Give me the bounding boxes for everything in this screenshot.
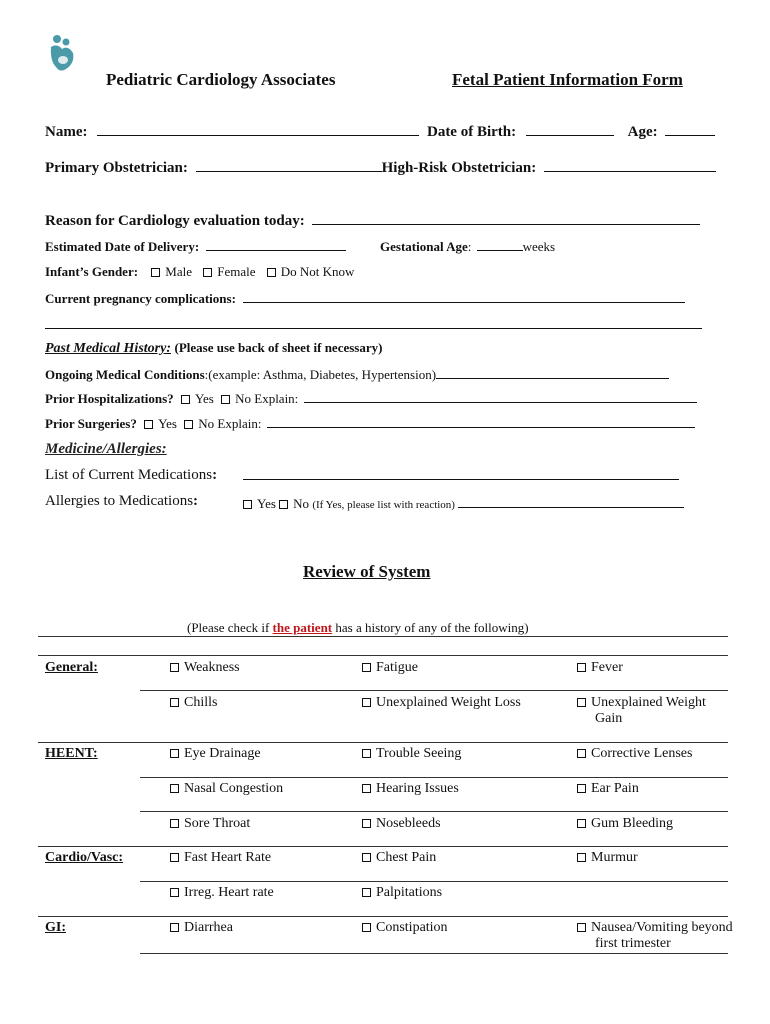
- ros-item-weight-loss[interactable]: [362, 695, 562, 711]
- ros-item-constipation[interactable]: [362, 920, 502, 936]
- allergy-reaction-field[interactable]: [458, 495, 684, 508]
- checkbox-icon: [144, 420, 153, 429]
- checkbox-icon: [362, 784, 371, 793]
- checkbox-icon: [170, 819, 179, 828]
- ros-item-label: Fatigue: [376, 660, 418, 675]
- hosp-explain-field[interactable]: [304, 390, 697, 403]
- checkbox-icon: [170, 663, 179, 672]
- ros-item-palpitations[interactable]: [362, 885, 502, 901]
- allergies-colon: :: [193, 493, 199, 509]
- ros-item-nausea-vomiting[interactable]: [577, 920, 735, 952]
- current-meds-colon: :: [212, 467, 218, 483]
- checkbox-icon: [577, 663, 586, 672]
- dob-field[interactable]: [526, 123, 614, 136]
- allergies-label: Allergies to Medications: [45, 493, 194, 509]
- complications-field[interactable]: [243, 290, 685, 303]
- ros-item-label: Nasal Congestion: [184, 781, 284, 796]
- hosp-label: Prior Hospitalizations?: [45, 391, 174, 406]
- checkbox-icon: [151, 268, 160, 277]
- ros-item-label: Corrective Lenses: [591, 746, 693, 761]
- ros-item-label: Fever: [591, 660, 623, 675]
- edd-field[interactable]: [206, 238, 346, 251]
- high-risk-ob-field[interactable]: [544, 159, 716, 172]
- checkbox-icon: [170, 784, 179, 793]
- hosp-no-label: No Explain:: [235, 391, 299, 406]
- reason-label: Reason for Cardiology evaluation today:: [45, 213, 305, 229]
- ros-item-label: Fast Heart Rate: [184, 850, 272, 865]
- edd-label: Estimated Date of Delivery:: [45, 239, 200, 254]
- ros-row-divider: [140, 811, 728, 812]
- ros-row-divider: [140, 777, 728, 778]
- checkbox-icon: [577, 749, 586, 758]
- ros-item-irregular-heart-rate[interactable]: [170, 885, 310, 901]
- checkbox-icon: [362, 663, 371, 672]
- ros-divider: [38, 636, 728, 637]
- checkbox-icon: [362, 698, 371, 707]
- ros-divider: [38, 655, 728, 656]
- ros-item-chills[interactable]: [170, 695, 310, 711]
- ros-group-label: GI:: [45, 920, 66, 935]
- checkbox-icon: [577, 853, 586, 862]
- checkbox-icon: [170, 853, 179, 862]
- name-field[interactable]: [97, 123, 419, 136]
- allergy-yes-option[interactable]: [243, 496, 276, 511]
- ros-item-label: Trouble Seeing: [376, 746, 462, 761]
- ros-item-weakness[interactable]: [170, 660, 310, 676]
- ros-item-label: Unexplained Weight Loss: [376, 695, 521, 710]
- allergy-yes-label: Yes: [257, 496, 276, 511]
- surg-no-option[interactable]: [184, 416, 261, 431]
- gender-male-option[interactable]: [151, 264, 192, 279]
- ros-row-divider: [140, 953, 728, 954]
- ros-instructions: [187, 620, 529, 636]
- checkbox-icon: [362, 749, 371, 758]
- checkbox-icon: [181, 395, 190, 404]
- gender-female-label: Female: [217, 264, 256, 279]
- primary-ob-field[interactable]: [196, 159, 382, 172]
- ros-item-ear-pain[interactable]: [577, 781, 717, 797]
- hosp-yes-option[interactable]: [181, 391, 214, 406]
- checkbox-icon: [184, 420, 193, 429]
- ros-item-label: Chest Pain: [376, 850, 437, 865]
- gest-age-field[interactable]: [477, 238, 523, 251]
- pmh-title: Past Medical History:: [45, 341, 171, 356]
- complications-field-line2[interactable]: [45, 316, 702, 329]
- age-field[interactable]: [665, 123, 715, 136]
- allergy-no-option[interactable]: [279, 496, 309, 511]
- gender-unknown-option[interactable]: [267, 264, 355, 279]
- gest-age-colon: :: [467, 239, 472, 254]
- gender-label: Infant’s Gender:: [45, 264, 139, 279]
- ros-item-weight-gain[interactable]: [577, 695, 735, 727]
- ros-item-nasal-congestion[interactable]: [170, 781, 310, 797]
- ros-item-fast-heart-rate[interactable]: [170, 850, 310, 866]
- primary-ob-label: Primary Obstetrician:: [45, 160, 188, 176]
- weeks-label: weeks: [522, 239, 556, 254]
- form-title: Fetal Patient Information Form: [452, 70, 683, 89]
- checkbox-icon: [170, 749, 179, 758]
- pmh-note: (Please use back of sheet if necessary): [174, 340, 383, 355]
- ros-item-label: Weakness: [184, 660, 240, 675]
- ros-item-eye-drainage[interactable]: [170, 746, 310, 762]
- ros-instr-pre: (Please check if: [187, 620, 273, 635]
- ros-item-gum-bleeding[interactable]: [577, 816, 717, 832]
- ros-item-label: Chills: [184, 695, 218, 710]
- allergy-note: (If Yes, please list with reaction): [312, 499, 455, 511]
- checkbox-icon: [170, 923, 179, 932]
- ros-item-hearing-issues[interactable]: [362, 781, 502, 797]
- checkbox-icon: [267, 268, 276, 277]
- ros-group-label: Cardio/Vasc:: [45, 850, 124, 865]
- ros-item-chest-pain[interactable]: [362, 850, 502, 866]
- surg-yes-label: Yes: [158, 416, 177, 431]
- checkbox-icon: [577, 923, 586, 932]
- ros-item-nosebleeds[interactable]: [362, 816, 502, 832]
- ros-group-label: General:: [45, 660, 98, 675]
- checkbox-icon: [362, 819, 371, 828]
- ongoing-label: Ongoing Medical Conditions: [45, 367, 205, 382]
- checkbox-icon: [577, 819, 586, 828]
- ros-group-divider: [38, 916, 728, 917]
- family-logo-icon: [48, 33, 76, 73]
- dob-label: Date of Birth:: [426, 124, 517, 140]
- checkbox-icon: [221, 395, 230, 404]
- surg-yes-option[interactable]: [144, 416, 177, 431]
- ros-item-label: Murmur: [591, 850, 638, 865]
- ros-item-label: Ear Pain: [591, 781, 639, 796]
- ros-group-label: HEENT:: [45, 746, 98, 761]
- reason-field[interactable]: [312, 212, 700, 225]
- ros-item-label: Diarrhea: [184, 920, 233, 935]
- ros-item-murmur[interactable]: [577, 850, 717, 866]
- current-meds-field[interactable]: [243, 467, 679, 480]
- ros-item-label: Nausea/Vomiting beyond first trimester: [591, 920, 733, 951]
- gest-age-label: Gestational Age: [380, 239, 468, 254]
- ros-item-corrective-lenses[interactable]: [577, 746, 717, 762]
- ongoing-example: :(example: Asthma, Diabetes, Hypertension): [204, 367, 437, 382]
- allergy-no-label: No: [293, 496, 310, 511]
- ros-item-sore-throat[interactable]: [170, 816, 310, 832]
- ros-item-diarrhea[interactable]: [170, 920, 310, 936]
- checkbox-icon: [362, 888, 371, 897]
- gender-unknown-label: Do Not Know: [280, 264, 355, 279]
- ros-item-fever[interactable]: [577, 660, 717, 676]
- ros-item-label: Constipation: [376, 920, 448, 935]
- checkbox-icon: [362, 923, 371, 932]
- ros-instr-post: has a history of any of the following): [332, 620, 529, 635]
- age-label: Age:: [627, 124, 658, 140]
- ros-instr-emphasis: the patient: [272, 620, 333, 635]
- ros-item-label: Irreg. Heart rate: [184, 885, 274, 900]
- ongoing-field[interactable]: [436, 366, 669, 379]
- org-name: Pediatric Cardiology Associates: [106, 70, 336, 89]
- ros-row-divider: [140, 690, 728, 691]
- surg-label: Prior Surgeries?: [45, 416, 137, 431]
- checkbox-icon: [279, 500, 288, 509]
- ros-title: Review of System: [303, 562, 431, 581]
- ros-item-trouble-seeing[interactable]: [362, 746, 502, 762]
- checkbox-icon: [170, 698, 179, 707]
- ros-item-label: Unexplained Weight Gain: [591, 695, 706, 726]
- high-risk-ob-label: High-Risk Obstetrician:: [381, 160, 537, 176]
- name-label: Name:: [45, 124, 88, 140]
- checkbox-icon: [170, 888, 179, 897]
- ros-item-fatigue[interactable]: [362, 660, 502, 676]
- surg-no-label: No Explain:: [198, 416, 262, 431]
- checkbox-icon: [577, 698, 586, 707]
- ros-item-label: Hearing Issues: [376, 781, 459, 796]
- current-meds-label: List of Current Medications: [45, 467, 213, 483]
- gender-female-option[interactable]: [203, 264, 255, 279]
- ros-group-divider: [38, 742, 728, 743]
- ros-row-divider: [140, 881, 728, 882]
- surg-explain-field[interactable]: [267, 415, 695, 428]
- hosp-no-option[interactable]: [221, 391, 298, 406]
- checkbox-icon: [362, 853, 371, 862]
- meds-title: Medicine/Allergies:: [45, 441, 167, 457]
- gender-male-label: Male: [165, 264, 193, 279]
- ros-item-label: Eye Drainage: [184, 746, 261, 761]
- ros-item-label: Gum Bleeding: [591, 816, 674, 831]
- checkbox-icon: [243, 500, 252, 509]
- ros-group-divider: [38, 846, 728, 847]
- checkbox-icon: [203, 268, 212, 277]
- hosp-yes-label: Yes: [194, 391, 214, 406]
- ros-item-label: Sore Throat: [184, 816, 251, 831]
- ros-item-label: Nosebleeds: [376, 816, 441, 831]
- ros-item-label: Palpitations: [376, 885, 443, 900]
- checkbox-icon: [577, 784, 586, 793]
- complications-label: Current pregnancy complications:: [45, 291, 236, 306]
